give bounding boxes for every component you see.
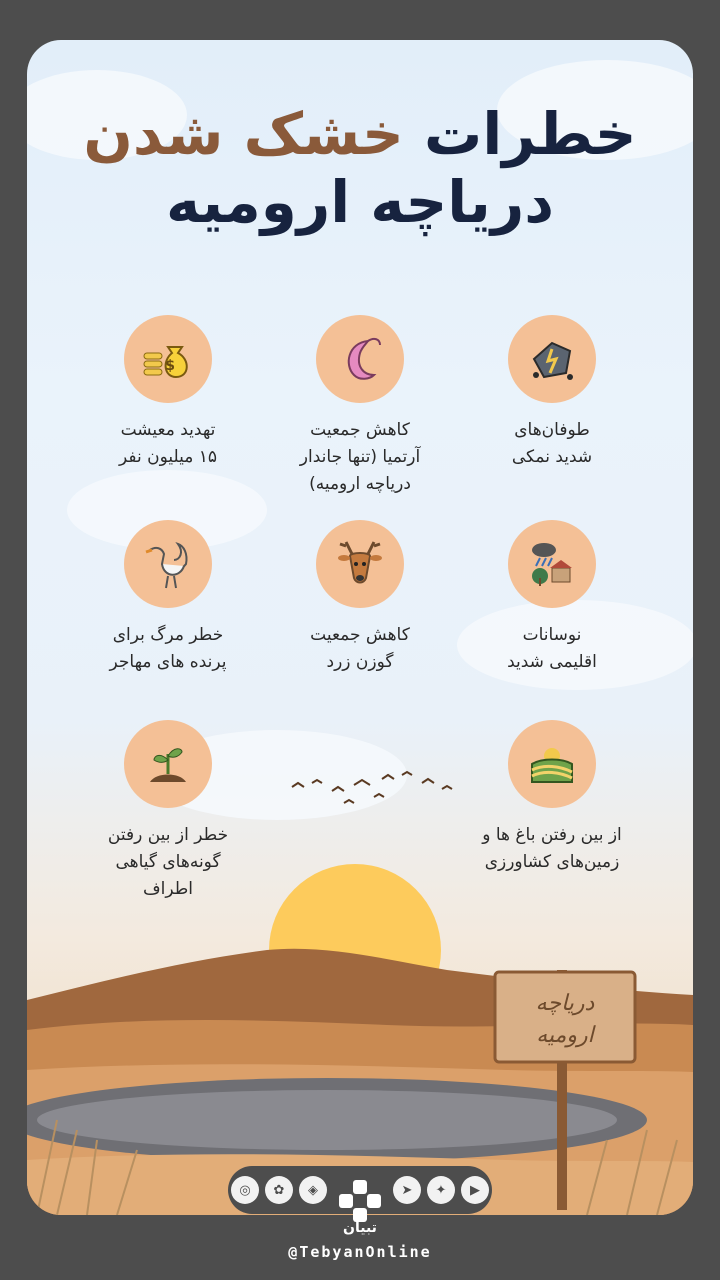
- brand-handle[interactable]: @TebyanOnline: [288, 1243, 432, 1261]
- item-farmland: از بین رفتن باغ ها و زمین‌های کشاورزی: [452, 720, 652, 876]
- sign-line2: ارومیه: [536, 1023, 594, 1048]
- item-birds: خطر مرگ برای پرنده های مهاجر: [68, 520, 268, 676]
- salt-storm-icon: [508, 315, 596, 403]
- item-livelihood: $ تهدید معیشت ۱۵ میلیون نفر: [68, 315, 268, 471]
- brand-name: تبیان: [343, 1220, 377, 1236]
- sign-line1: دریاچه: [535, 991, 595, 1016]
- item-climate: نوسانات اقلیمی شدید: [452, 520, 652, 676]
- item-deer: کاهش جمعیت گوزن زرد: [260, 520, 460, 676]
- telegram-icon[interactable]: ➤: [393, 1176, 421, 1204]
- plant-icon: [124, 720, 212, 808]
- page-title: [27, 100, 693, 236]
- twitter-icon[interactable]: ✦: [427, 1176, 455, 1204]
- title-part1: خطرات: [424, 100, 637, 168]
- farmland-icon: [508, 720, 596, 808]
- youtube-icon[interactable]: ▶: [461, 1176, 489, 1204]
- climate-storm-icon: [508, 520, 596, 608]
- rubika-icon[interactable]: ◈: [299, 1176, 327, 1204]
- svg-text:$: $: [165, 358, 175, 374]
- tebyan-logo-icon: [337, 1178, 383, 1224]
- aparat-icon[interactable]: ✿: [265, 1176, 293, 1204]
- shrimp-icon: [316, 315, 404, 403]
- deer-icon: [316, 520, 404, 608]
- bird-icon: [124, 520, 212, 608]
- item-plants: خطر از بین رفتن گونه‌های گیاهی اطراف: [68, 720, 268, 903]
- item-artemia: کاهش جمعیت آرتمیا (تنها جاندار دریاچه ارومیه): [260, 315, 460, 498]
- title-line2: دریاچه ارومیه: [166, 168, 554, 236]
- flying-birds: [282, 765, 462, 815]
- money-bag-icon: [124, 315, 212, 403]
- infographic-card: [27, 40, 693, 1215]
- dry-lake-scene: [27, 820, 693, 1215]
- instagram-icon[interactable]: ◎: [231, 1176, 259, 1204]
- title-accent: خشک شدن: [83, 100, 404, 168]
- item-salt-storms: طوفان‌های شدید نمکی: [452, 315, 652, 471]
